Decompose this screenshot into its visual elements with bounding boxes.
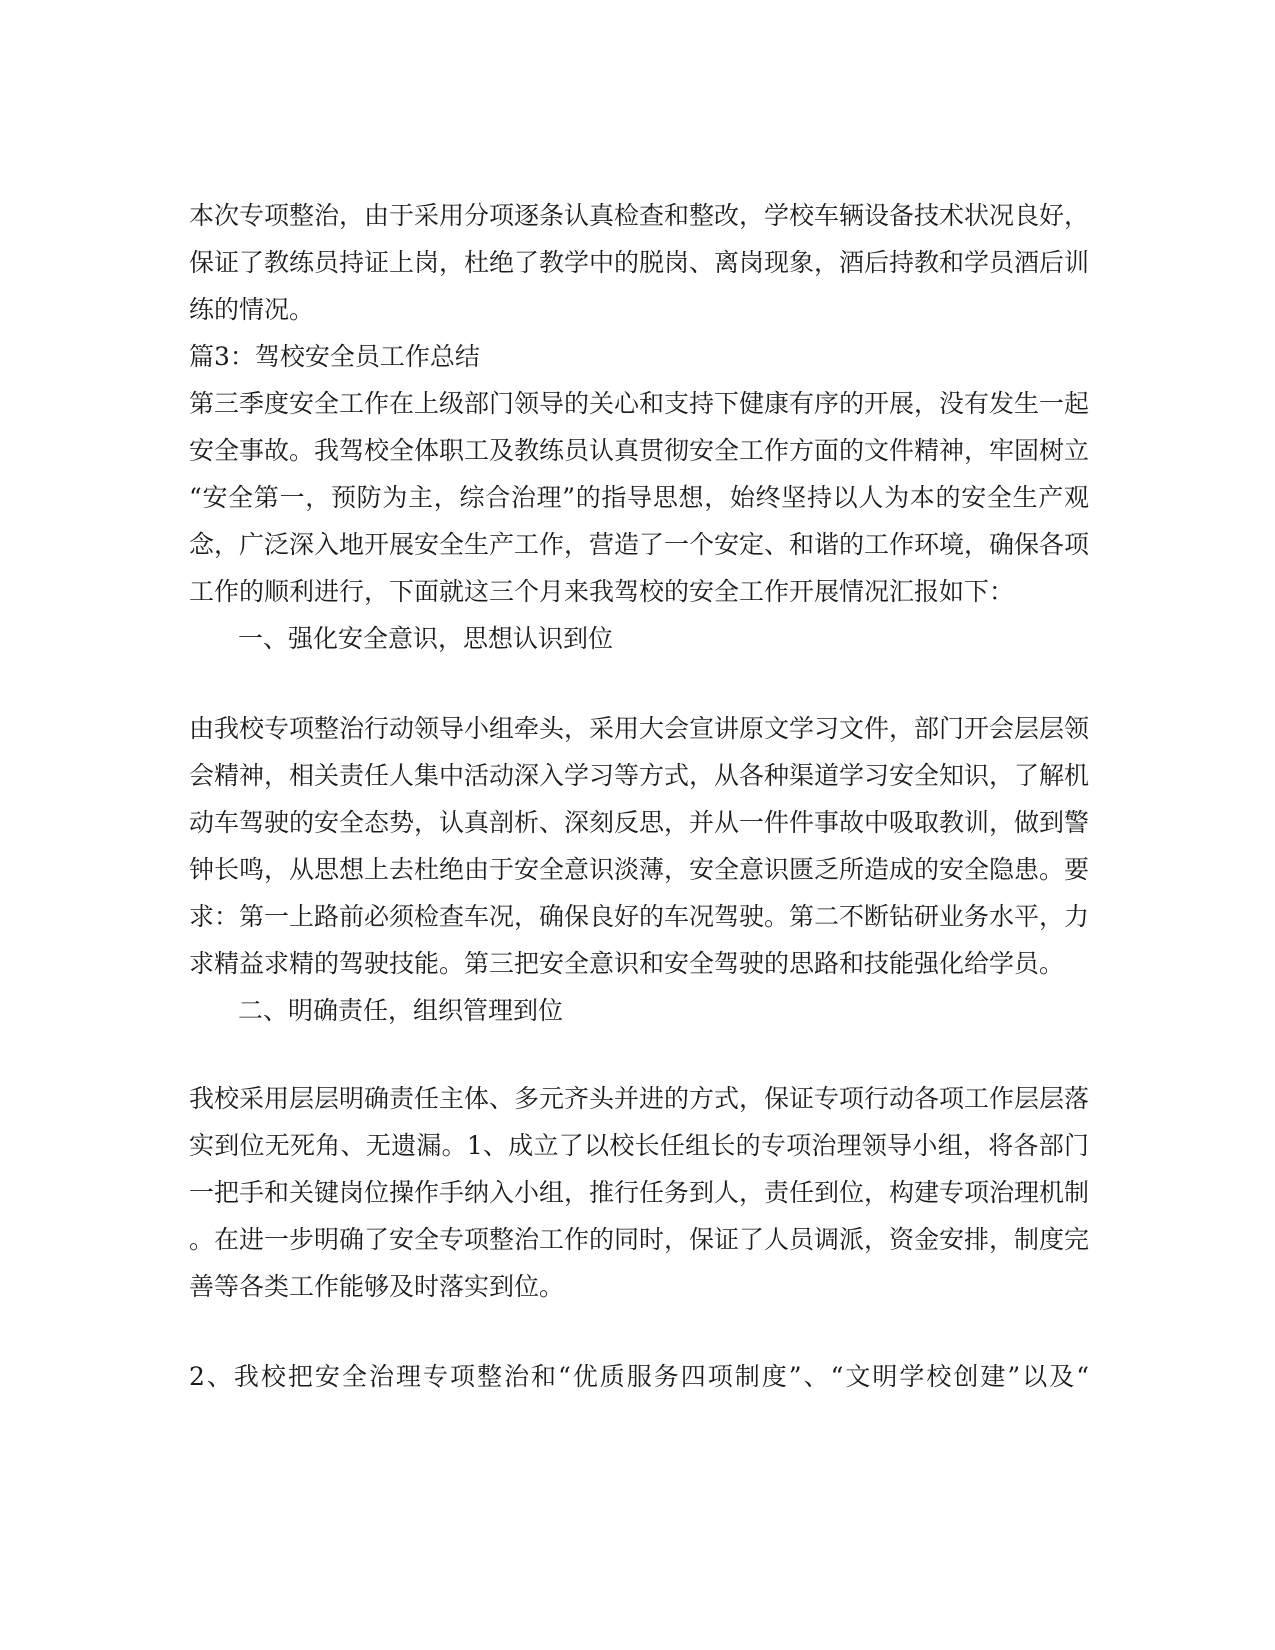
text-line: 一把手和关键岗位操作手纳入小组，推行任务到人，责任到位，构建专项治理机制 [189,1178,1090,1207]
text-line: 由我校专项整治行动领导小组牵头，采用大会宣讲原文学习文件，部门开会层层领 [189,714,1090,743]
text-line: 求精益求精的驾驶技能。第三把安全意识和安全驾驶的思路和技能强化给学员。 [189,949,1065,978]
text-line: 实到位无死角、无遗漏。1、成立了以校长任组长的专项治理领导小组，将各部门 [189,1131,1089,1160]
text-line: 练的情况。 [189,295,315,324]
text-line: 求：第一上路前必须检查车况，确保良好的车况驾驶。第二不断钻研业务水平，力 [189,902,1090,931]
text-line: 。在进一步明确了安全专项整治工作的同时，保证了人员调派，资金安排，制度完 [189,1225,1090,1254]
text-line: 保证了教练员持证上岗，杜绝了教学中的脱岗、离岗现象，酒后持教和学员酒后训 [189,248,1090,277]
text-line: 工作的顺利进行，下面就这三个月来我驾校的安全工作开展情况汇报如下： [189,577,1015,606]
text-line: 我校采用层层明确责任主体、多元齐头并进的方式，保证专项行动各项工作层层落 [189,1084,1090,1113]
text-line: 2、我校把安全治理专项整治和“优质服务四项制度”、“文明学校创建”以及“ [189,1362,1089,1391]
text-line: 钟长鸣，从思想上去杜绝由于安全意识淡薄，安全意识匮乏所造成的安全隐患。要 [189,855,1090,884]
text-line: 第三季度安全工作在上级部门领导的关心和支持下健康有序的开展，没有发生一起 [189,389,1090,418]
text-line: “安全第一，预防为主，综合治理”的指导思想，始终坚持以人为本的安全生产观 [189,483,1089,512]
section-heading: 篇3：驾校安全员工作总结 [189,342,480,371]
text-line: 会精神，相关责任人集中活动深入学习等方式，从各种渠道学习安全知识，了解机 [189,761,1090,790]
subsection-heading: 一、强化安全意识，思想认识到位 [238,624,614,653]
text-line: 本次专项整治，由于采用分项逐条认真检查和整改，学校车辆设备技术状况良好， [189,201,1090,230]
text-line: 安全事故。我驾校全体职工及教练员认真贯彻安全工作方面的文件精神，牢固树立 [189,436,1090,465]
subsection-heading: 二、明确责任，组织管理到位 [238,996,564,1025]
text-line: 念，广泛深入地开展安全生产工作，营造了一个安定、和谐的工作环境，确保各项 [189,530,1090,559]
text-line: 善等各类工作能够及时落实到位。 [189,1272,565,1301]
text-line: 动车驾驶的安全态势，认真剖析、深刻反思，并从一件件事故中吸取教训，做到警 [189,808,1090,837]
